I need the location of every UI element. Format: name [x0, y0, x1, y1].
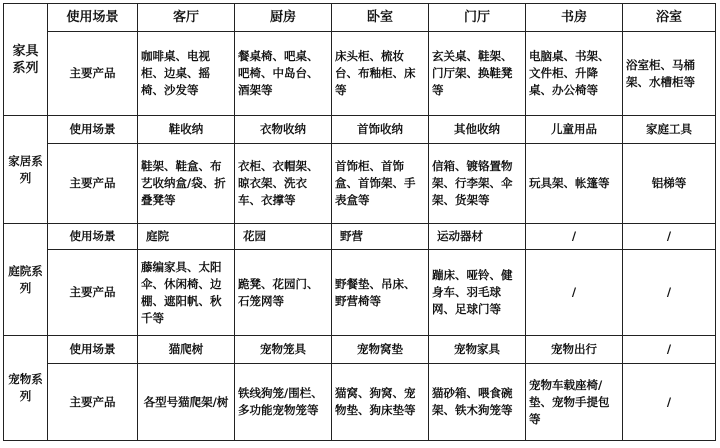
product-cell: 藤编家具、太阳伞、休闲椅、边棚、遮阳帆、秋千等 — [138, 250, 235, 336]
product-cell: 各型号猫爬架/树 — [138, 364, 235, 441]
product-cell: 浴室柜、马桶架、水槽柜等 — [623, 32, 716, 116]
scene-cell: 宠物出行 — [526, 336, 623, 364]
product-cell: 玩具架、帐篷等 — [526, 144, 623, 224]
scene-cell: 宠物家具 — [429, 336, 526, 364]
scene-cell: 花园 — [235, 224, 332, 250]
header-cell: 门厅 — [429, 4, 526, 32]
product-cell: 信箱、镀铬置物架、行李架、伞架、货架等 — [429, 144, 526, 224]
scene-label: 使用场景 — [48, 336, 138, 364]
series-cell: 家具系列 — [4, 4, 48, 116]
table-row — [4, 336, 716, 364]
product-cell: 餐桌椅、吧桌、吧椅、中岛台、酒架等 — [235, 32, 332, 116]
product-cell: 电脑桌、书架、文件柜、升降桌、办公椅等 — [526, 32, 623, 116]
product-cell: 宠物车载座椅/垫、宠物手提包等 — [526, 364, 623, 441]
product-cell: 玄关桌、鞋架、门厅架、换鞋凳等 — [429, 32, 526, 116]
product-cell: / — [623, 364, 716, 441]
header-cell: 厨房 — [235, 4, 332, 32]
product-cell: 猫窝、狗窝、宠物垫、狗床垫等 — [332, 364, 429, 441]
scene-cell: 鞋收纳 — [138, 116, 235, 144]
product-table — [3, 3, 716, 441]
scene-cell: 运动器材 — [429, 224, 526, 250]
scene-label: 使用场景 — [48, 224, 138, 250]
product-cell: 铝梯等 — [623, 144, 716, 224]
series-cell: 庭院系列 — [4, 224, 48, 336]
product-cell: 首饰柜、首饰盒、首饰架、手表盒等 — [332, 144, 429, 224]
header-cell: 客厅 — [138, 4, 235, 32]
table-row — [4, 250, 716, 336]
scene-cell: 猫爬树 — [138, 336, 235, 364]
product-label: 主要产品 — [48, 364, 138, 441]
table-row — [4, 4, 716, 32]
scene-cell: 宠物窝垫 — [332, 336, 429, 364]
table-row — [4, 224, 716, 250]
product-label: 主要产品 — [48, 144, 138, 224]
table-row — [4, 144, 716, 224]
scene-cell: / — [526, 224, 623, 250]
scene-cell: 儿童用品 — [526, 116, 623, 144]
scene-cell: 首饰收纳 — [332, 116, 429, 144]
product-cell: 猫砂箱、喂食碗架、铁木狗笼等 — [429, 364, 526, 441]
series-cell: 家居系列 — [4, 116, 48, 224]
series-cell: 宠物系列 — [4, 336, 48, 441]
header-cell: 浴室 — [623, 4, 716, 32]
scene-cell: 野营 — [332, 224, 429, 250]
header-cell: 卧室 — [332, 4, 429, 32]
product-cell: 蹦床、哑铃、健身车、羽毛球网、足球门等 — [429, 250, 526, 336]
header-cell: 书房 — [526, 4, 623, 32]
scene-cell: 宠物笼具 — [235, 336, 332, 364]
table-row — [4, 32, 716, 116]
scene-cell: 庭院 — [138, 224, 235, 250]
scene-label: 使用场景 — [48, 4, 138, 32]
scene-label: 使用场景 — [48, 116, 138, 144]
scene-cell: 家庭工具 — [623, 116, 716, 144]
product-cell: 跪凳、花园门、石笼网等 — [235, 250, 332, 336]
table-row — [4, 364, 716, 441]
scene-cell: 衣物收纳 — [235, 116, 332, 144]
product-cell: 床头柜、梳妆台、布釉柜、床等 — [332, 32, 429, 116]
product-cell: 衣柜、衣帽架、晾衣架、洗衣车、衣撑等 — [235, 144, 332, 224]
product-cell: 鞋架、鞋盒、布艺收纳盒/袋、折叠凳等 — [138, 144, 235, 224]
product-cell: / — [526, 250, 623, 336]
product-cell: 咖啡桌、电视柜、边桌、摇椅、沙发等 — [138, 32, 235, 116]
scene-cell: / — [623, 336, 716, 364]
product-cell: / — [623, 250, 716, 336]
table-row — [4, 116, 716, 144]
product-label: 主要产品 — [48, 250, 138, 336]
scene-cell: 其他收纳 — [429, 116, 526, 144]
product-label: 主要产品 — [48, 32, 138, 116]
product-cell: 野餐垫、吊床、野营椅等 — [332, 250, 429, 336]
product-cell: 铁线狗笼/围栏、多功能宠物笼等 — [235, 364, 332, 441]
scene-cell: / — [623, 224, 716, 250]
